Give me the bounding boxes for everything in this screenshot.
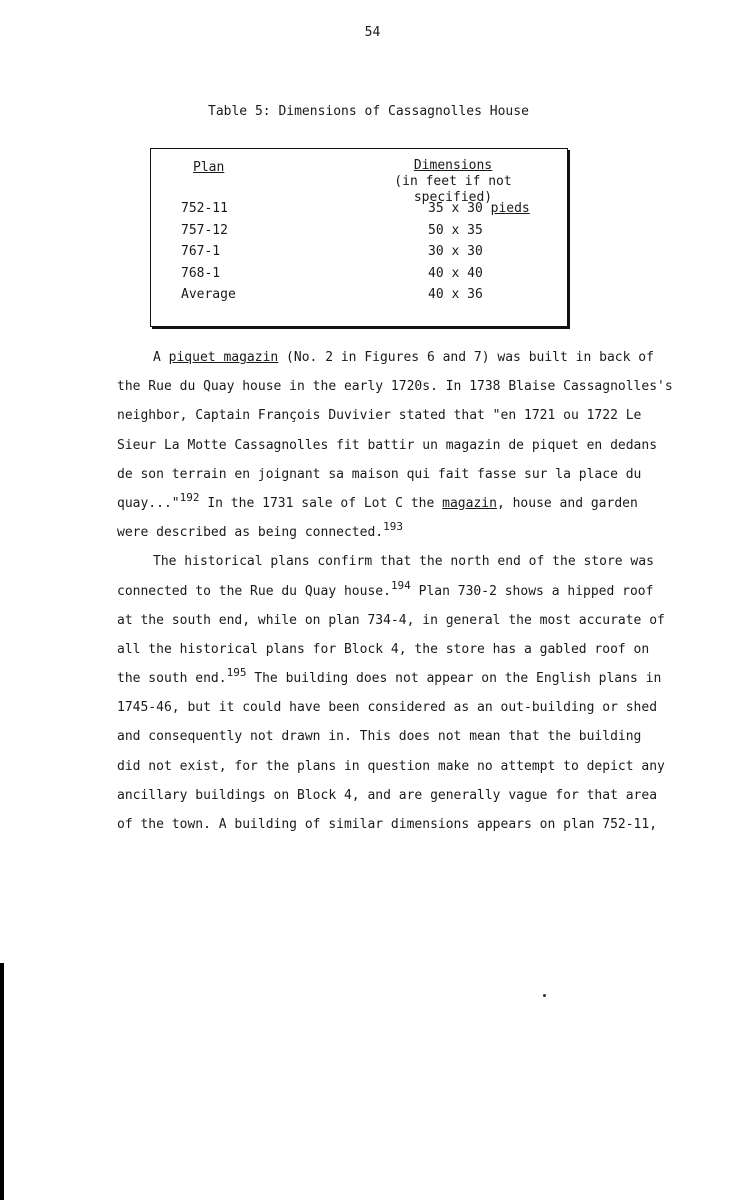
text-line: quay..."$^{192}$ In the 1731 sale of Lot C the magazin, house and garden (117, 490, 638, 511)
dimension-cell: 40 x 36 (428, 287, 483, 302)
text-line: Sieur La Motte Cassagnolles fit battir un magazin de piquet en dedans (117, 437, 658, 453)
footnote-ref: 195 (226, 666, 247, 680)
dimension-value: 35 x 30 (428, 201, 483, 216)
table-row (151, 223, 567, 245)
plan-cell: Average (181, 287, 236, 302)
text-line: connected to the Rue du Quay house.$^{194}$ Plan 730-2 shows a hipped roof (117, 578, 654, 599)
dimension-cell (428, 201, 530, 216)
text-line: the Rue du Quay house in the early 1720s. In 1738 Blaise Cassagnolles's (117, 379, 673, 395)
text-line: A piquet magazin (No. 2 in Figures 6 and 7) was built in back of (153, 350, 654, 365)
table-row (151, 287, 567, 309)
text-line: all the historical plans for Block 4, the store has a gabled roof on (117, 641, 650, 657)
plan-cell: 768-1 (181, 265, 221, 281)
dimensions-header-label: Dimensions (413, 158, 493, 173)
column-header-dimensions (355, 158, 551, 206)
table-row (151, 201, 567, 223)
plan-cell: 767-1 (181, 244, 221, 259)
table-row (151, 244, 567, 266)
scan-speck (543, 994, 546, 997)
text-line: the south end.$^{195}$ The building does not appear on the English plans in (117, 666, 662, 687)
text-line: of the town. A building of similar dimensions appears on plan 752-11, (117, 817, 658, 832)
text-line: 1745-46, but it could have been considered as an out-building or shed (117, 700, 658, 716)
plan-cell: 757-12 (181, 222, 228, 238)
footnote-ref: 193 (383, 520, 403, 534)
text-line: and consequently not drawn in. This does not mean that the building (117, 729, 642, 745)
column-header-plan: Plan (193, 160, 225, 175)
table-body (151, 201, 567, 309)
text-line: at the south end, while on plan 734-4, in general the most accurate of (117, 612, 665, 628)
scan-margin-bar (0, 963, 4, 1200)
dimension-cell: 30 x 30 (428, 244, 483, 259)
text-line: The historical plans confirm that the north end of the store was (153, 554, 654, 570)
text-line: ancillary buildings on Block 4, and are generally vague for that area (117, 787, 658, 803)
text-line: neighbor, Captain François Duvivier stated that "en 1721 ou 1722 Le (117, 408, 642, 424)
table-caption: Table 5: Dimensions of Cassagnolles House (208, 104, 529, 119)
footnote-ref: 194 (390, 578, 411, 592)
footnote-ref: 192 (179, 490, 200, 504)
plan-cell: 752-11 (181, 201, 228, 216)
dimensions-header-note: (in feet if not specified) (394, 174, 512, 205)
italic-term: piquet magazin (168, 350, 279, 365)
dimension-unit: pieds (490, 201, 530, 216)
text-line: de son terrain en joignant sa maison qui fait fasse sur la place du (117, 466, 642, 482)
page-number: 54 (364, 25, 381, 40)
table-row (151, 266, 567, 288)
text-line: were described as being connected.$^{193}$ (117, 520, 403, 541)
dimension-cell: 40 x 40 (428, 265, 483, 281)
italic-term: magazin (442, 495, 497, 511)
body-text (117, 343, 673, 839)
text-line: did not exist, for the plans in question make no attempt to depict any (117, 758, 665, 774)
dimension-cell: 50 x 35 (428, 222, 483, 238)
dimensions-table (150, 148, 568, 327)
